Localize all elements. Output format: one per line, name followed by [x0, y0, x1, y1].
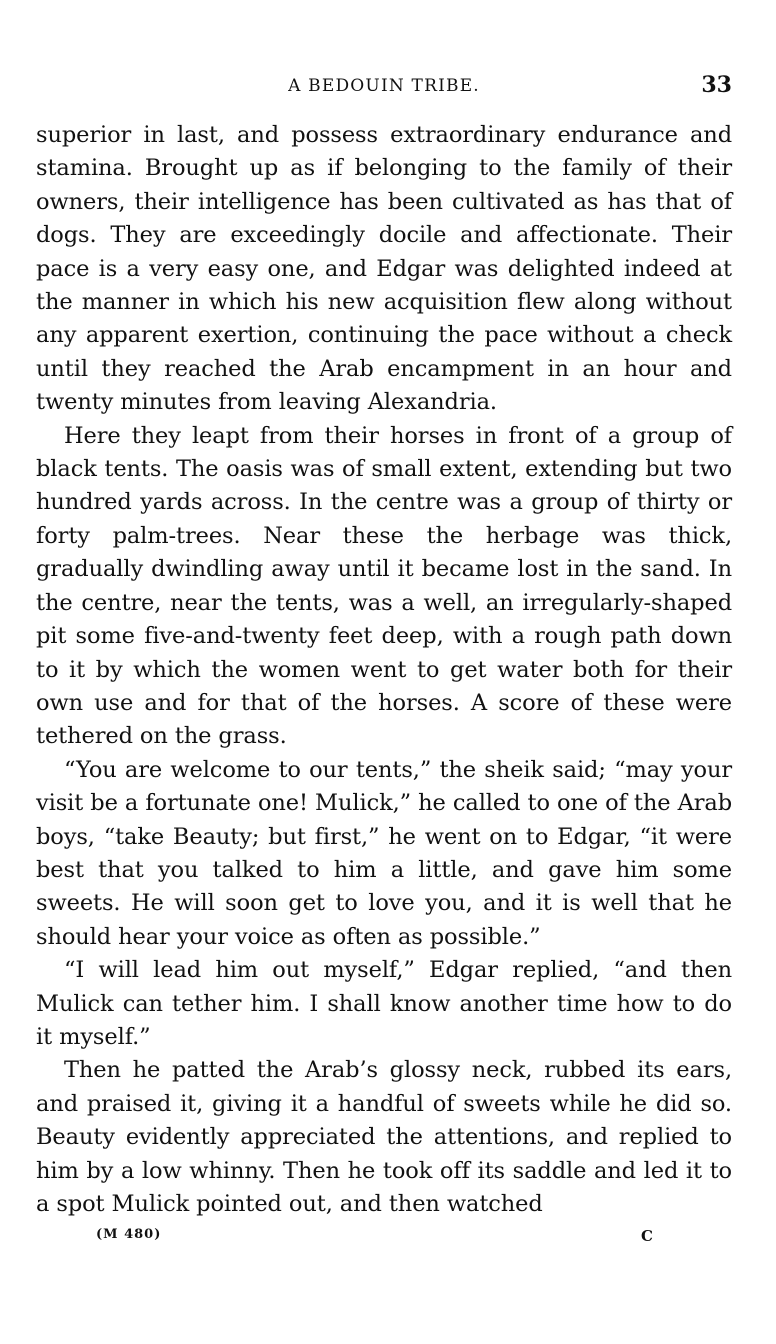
signature-letter: C: [641, 1227, 653, 1246]
running-head: [36, 70, 732, 104]
running-title: A BEDOUIN TRIBE.: [288, 76, 480, 96]
body-text: [36, 119, 732, 1221]
page-number: 33: [701, 72, 732, 98]
paragraph-5: Then he patted the Arab’s glossy neck, rubbed its ears, and praised it, giving it a handful of sweets while he did so. Beauty evidently appreciated the attentions, and replied to him by a low whinny. Then he took off its saddle and led it to a spot Mulick pointed out, and then watched: [36, 1057, 732, 1217]
book-page: [36, 70, 732, 1251]
paragraph-4: “I will lead him out myself,” Edgar replied, “and then Mulick can tether him. I shall know another time how to do it myself.”: [36, 957, 732, 1050]
paragraph-3: “You are welcome to our tents,” the sheik said; “may your visit be a fortunate one! Mulick,” he called to one of the Arab boys, “take Beauty; but first,” he went on to Edgar, “it were best that you talked to him a little, and gave him some sweets. He will soon get to love you, and it is well that he should hear your voice as often as possible.”: [36, 756, 732, 950]
paragraph-1: superior in last, and possess extraordinary endurance and stamina. Brought up as if belonging to the family of their owners, their intelligence has been cultivated as has that of dogs. They are exceedingly docile and affectionate. Their pace is a very easy one, and Edgar was delighted indeed at the manner in which his new acquisition flew along without any apparent exertion, continuing the pace without a check until they reached the Arab encampment in an hour and twenty minutes from leaving Alexandria.: [36, 122, 732, 416]
signature-footer: [36, 1227, 732, 1251]
paragraph-2: Here they leapt from their horses in front of a group of black tents. The oasis was of small extent, extending but two hundred yards across. In the centre was a group of thirty or forty palm-trees. Near these the herbage was thick, gradually dwindling away until it became lost in the sand. In the centre, near the tents, was a well, an irregularly-shaped pit some five-and-twenty feet deep, with a rough path down to it by which the women went to get water both for their own use and for that of the horses. A score of these were tethered on the grass.: [36, 422, 732, 750]
signature-mark: (M 480): [96, 1227, 162, 1243]
